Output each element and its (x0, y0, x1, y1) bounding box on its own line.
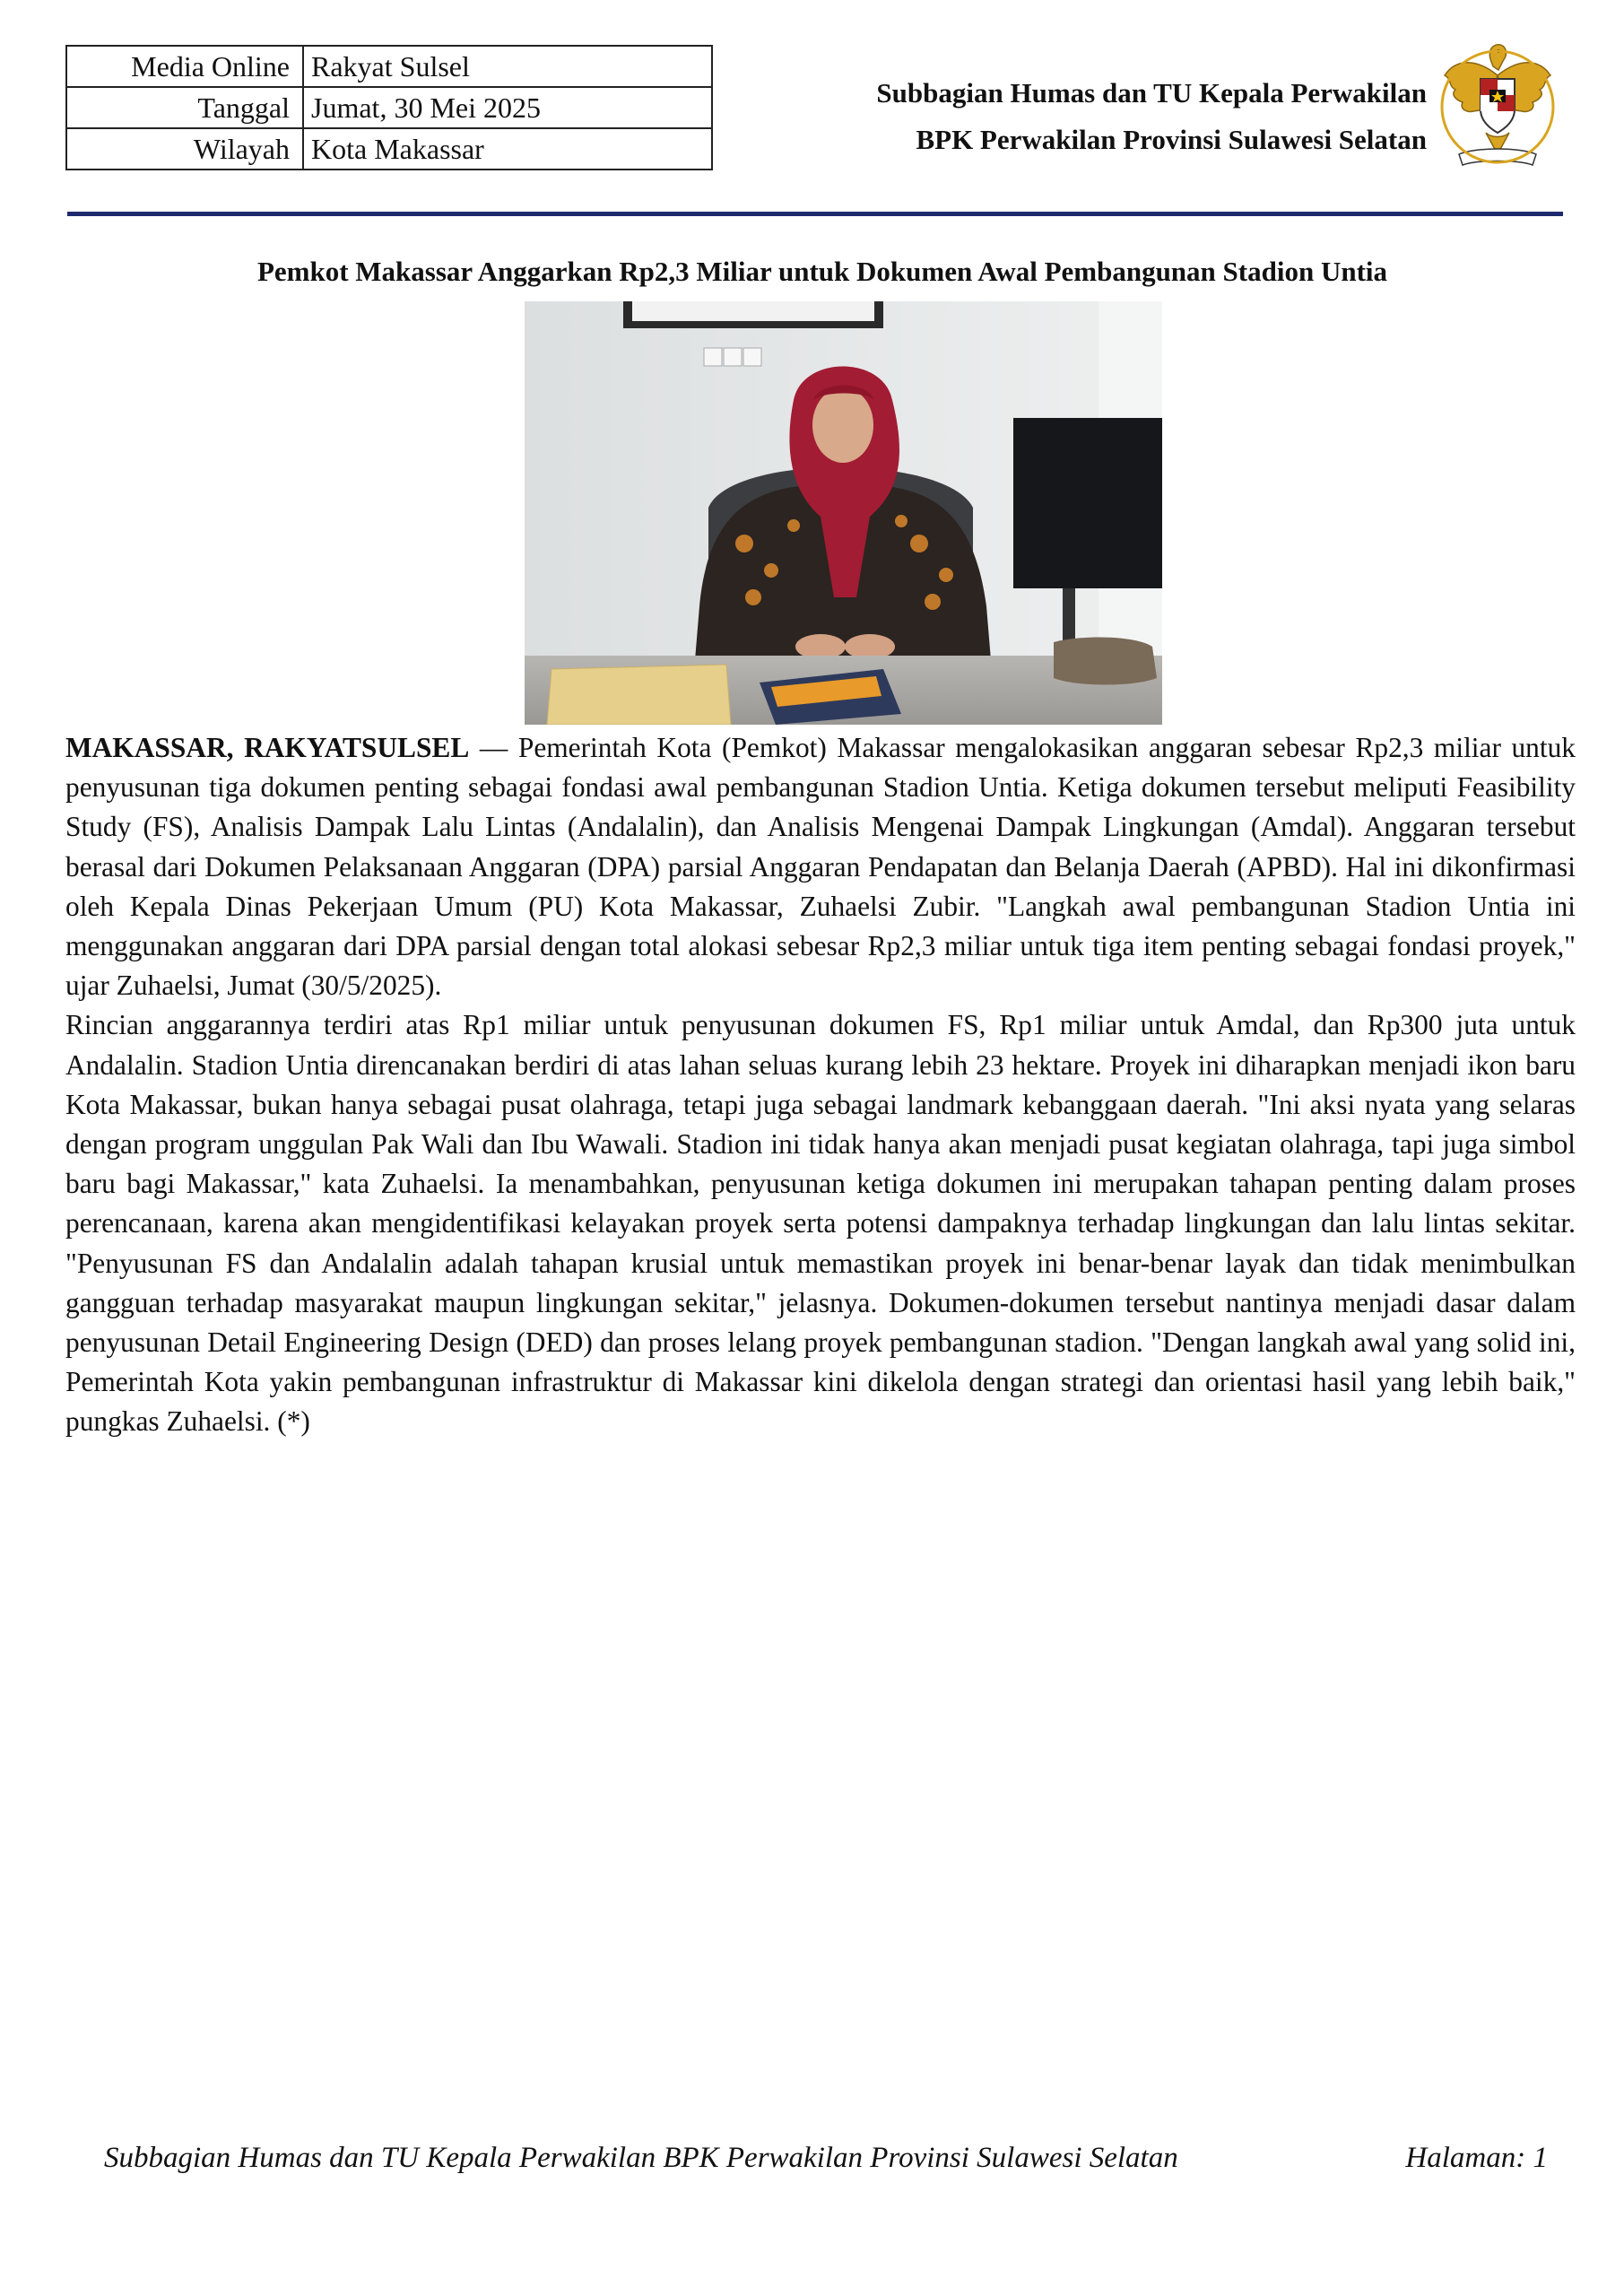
meta-key: Wilayah (66, 128, 303, 170)
meta-value: Rakyat Sulsel (303, 46, 712, 87)
article-body (65, 728, 1576, 1442)
org-line-2: BPK Perwakilan Provinsi Sulawesi Selatan (916, 124, 1427, 155)
article-dateline: MAKASSAR, RAKYATSULSEL (65, 732, 470, 763)
org-heading (876, 70, 1427, 163)
meta-row-date (66, 87, 712, 128)
meta-row-media (66, 46, 712, 87)
page-footer (104, 2142, 1548, 2175)
meta-value: Jumat, 30 Mei 2025 (303, 87, 712, 128)
article-title: Pemkot Makassar Anggarkan Rp2,3 Miliar untuk Dokumen Awal Pembangunan Stadion Untia (256, 256, 1388, 287)
meta-key: Tanggal (66, 87, 303, 128)
page-number: Halaman: 1 (1405, 2142, 1548, 2174)
meta-row-region (66, 128, 712, 170)
org-line-1: Subbagian Humas dan TU Kepala Perwakilan (876, 77, 1427, 109)
article-paragraph: Rincian anggarannya terdiri atas Rp1 miliar untuk penyusunan dokumen FS, Rp1 miliar untuk Amdal, dan Rp300 juta untuk Andalalin. Stadion Untia direncanakan berdiri di atas lahan seluas kurang lebih 23 hektare. Proyek ini diharapkan menjadi ikon baru Kota Makassar, bukan hanya sebagai pusat olahraga, tetapi juga sebagai landmark kebanggaan daerah. "Ini aksi nyata yang selaras dengan program unggulan Pak Wali dan Ibu Wawali. Stadion ini tidak hanya akan menjadi pusat kegiatan olahraga, tapi juga simbol baru bagi Makassar," kata Zuhaelsi. Ia menambahkan, penyusunan ketiga dokumen ini merupakan tahapan penting dalam proses perencanaan, karena akan mengidentifikasi kelayakan proyek serta potensi dampaknya terhadap lingkungan dan lalu lintas sekitar. "Penyusunan FS dan Andalalin adalah tahapan krusial untuk memastikan proyek ini benar-benar layak dan tidak menimbulkan gangguan terhadap masyarakat maupun lingkungan sekitar," jelasnya. Dokumen-dokumen tersebut nantinya menjadi dasar dalam penyusunan Detail Engineering Design (DED) dan proses lelang proyek pembangunan stadion. "Dengan langkah awal yang solid ini, Pemerintah Kota yakin pembangunan infrastruktur di Makassar kini dikelola dengan strategi dan orientasi hasil yang lebih baik," pungkas Zuhaelsi. (*) (65, 1009, 1576, 1438)
article-paragraph-1-text: — Pemerintah Kota (Pemkot) Makassar mengalokasikan anggaran sebesar Rp2,3 miliar untuk penyusunan tiga dokumen penting sebagai fondasi awal pembangunan Stadion Untia. Ketiga dokumen tersebut meliputi Feasibility Study (FS), Analisis Dampak Lalu Lintas (Andalalin), dan Analisis Mengenai Dampak Lingkungan (Amdal). Anggaran tersebut berasal dari Dokumen Pelaksanaan Anggaran (DPA) parsial Anggaran Pendapatan dan Belanja Daerah (APBD). Hal ini dikonfirmasi oleh Kepala Dinas Pekerjaan Umum (PU) Kota Makassar, Zuhaelsi Zubir. "Langkah awal pembangunan Stadion Untia ini menggunakan anggaran dari DPA parsial dengan total alokasi sebesar Rp2,3 miliar untuk tiga item penting sebagai fondasi proyek," ujar Zuhaelsi, Jumat (30/5/2025). (65, 732, 1576, 1002)
meta-key: Media Online (66, 46, 303, 87)
header-divider (67, 212, 1563, 216)
footer-org: Subbagian Humas dan TU Kepala Perwakilan BPK Perwakilan Provinsi Sulawesi Selatan (104, 2142, 1178, 2174)
garuda-emblem-icon (1439, 39, 1556, 174)
article-photo (525, 301, 1162, 725)
meta-value: Kota Makassar (303, 128, 712, 170)
article-paragraph (65, 728, 1576, 1005)
meta-table (65, 45, 713, 170)
